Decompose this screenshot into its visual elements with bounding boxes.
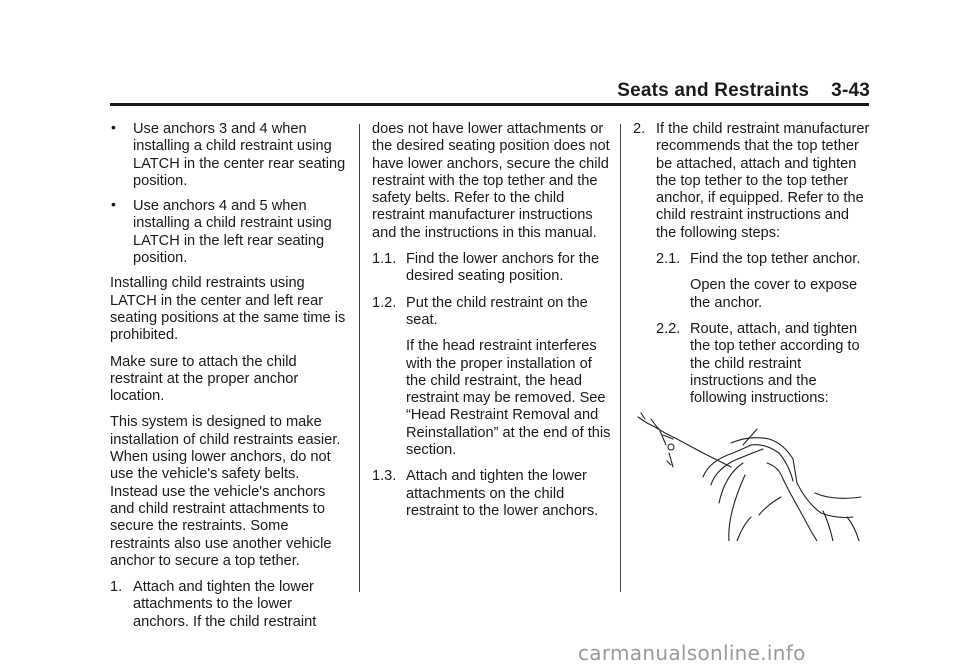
bullet-item: • Use anchors 4 and 5 when installing a child restraint using LATCH in the left rear seating position. <box>111 196 332 267</box>
column-divider <box>620 124 621 592</box>
column-1 <box>110 121 350 640</box>
paragraph: This system is designed to make installation of child restraints easier. When using lower anchors, do not use the vehicle's safety belts. Instead use the vehicle's anchors and child restraint attachments to secure the restraints. Some restraints also use another vehicle anchor to secure a top tether. <box>110 414 341 569</box>
page-number: 3-43 <box>831 80 870 101</box>
column-2 <box>372 121 612 529</box>
step-1-2: 1.2. Put the child restraint on the seat. <box>372 294 588 328</box>
paragraph: Make sure to attach the child restraint at the proper anchor location. <box>110 353 299 405</box>
paragraph: Installing child restraints using LATCH in the center and left rear seating positions at the same time is prohibited. <box>110 275 346 344</box>
bullet-item: • Use anchors 3 and 4 when installing a child restraint using LATCH in the center rear seating position. <box>111 119 346 189</box>
step-1-3: 1.3. Attach and tighten the lower attachments on the child restraint to the lower anchors. <box>372 468 599 519</box>
bullet-icon: • <box>111 119 116 135</box>
step-1-1: 1.1. Find the lower anchors for the desired seating position. <box>372 251 600 285</box>
step-2-1-note: Open the cover to expose the anchor. <box>690 277 858 311</box>
bullet-icon: • <box>111 196 116 213</box>
step-2-2: 2.2. Route, attach, and tighten the top tether according to the child restraint instructions and the following instructions: <box>656 320 860 407</box>
column-3 <box>633 121 873 416</box>
step-1: 1. Attach and tighten the lower attachments to the lower anchors. If the child restraint <box>110 579 317 630</box>
page-header <box>617 80 870 102</box>
seat-tether-illustration-icon <box>633 405 873 541</box>
section-title: Seats and Restraints <box>617 80 810 101</box>
step-2: 2. If the child restraint manufacturer recommends that the top tether be attached, attach and tighten the top tether to the top tether anchor, if equipped. Refer to the child restraint instructions and the following steps: <box>633 121 870 241</box>
step-2-1: 2.1. Find the top tether anchor. <box>656 251 861 268</box>
column-divider <box>359 124 360 592</box>
watermark: carmanualsonline.info <box>578 641 806 665</box>
paragraph: does not have lower attachments or the desired seating position does not have lower anchors, secure the child restraint with the top tether and the safety belts. Refer to the child restraint manufacturer instructions and the instructions in this manual. <box>372 121 610 241</box>
header-rule <box>110 103 869 106</box>
step-1-2-note: If the head restraint interferes with the proper installation of the child restraint, the head restraint may be removed. See “Head Restraint Removal and Reinstallation” at the end of this section. <box>406 338 611 459</box>
